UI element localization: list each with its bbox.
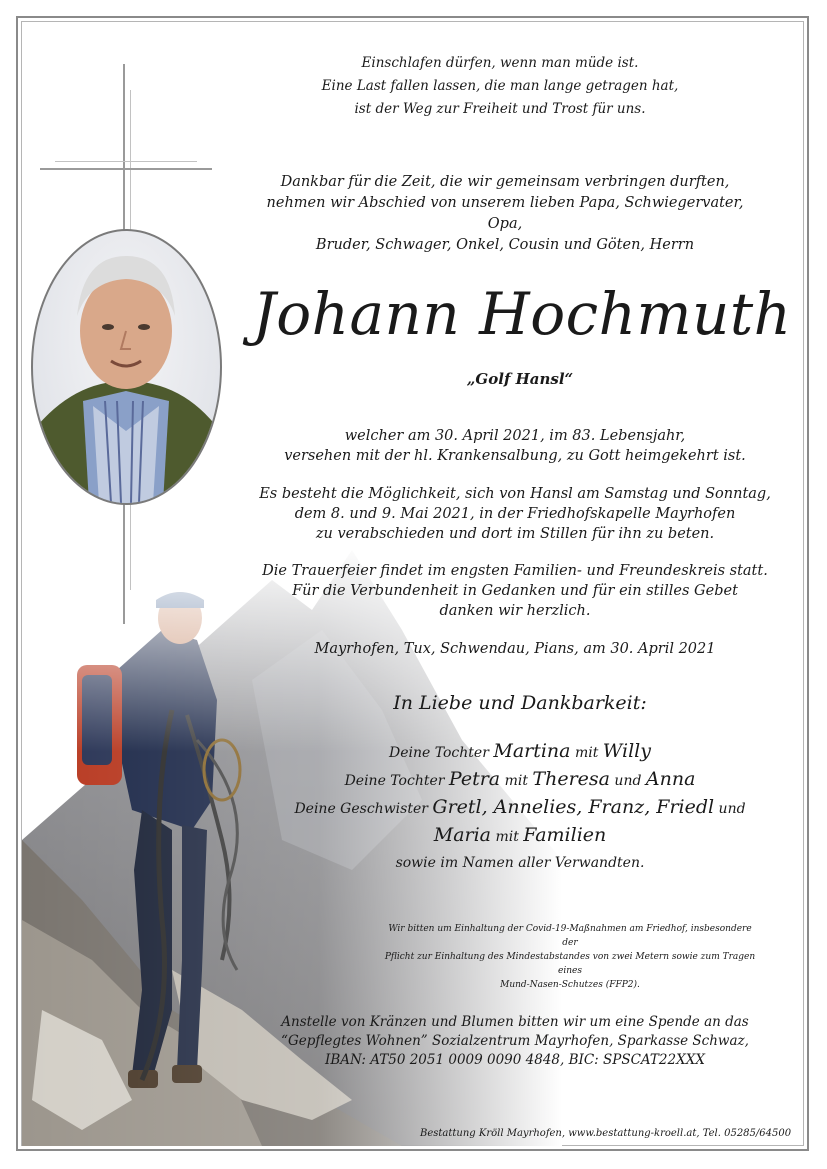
family-name: Anna: [645, 768, 696, 790]
donation-line: Anstelle von Kränzen und Blumen bitten wir um eine Spende an das: [281, 1014, 749, 1030]
covid-line: Mund-Nasen-Schutzes (FFP2).: [500, 980, 640, 990]
family-connector: und: [714, 801, 746, 817]
covid-line: Pflicht zur Einhaltung des Mindestabstandes von zwei Metern sowie zum Tragen eines: [384, 952, 756, 976]
deceased-nickname: „Golf Hansl“: [466, 370, 574, 388]
funeral-home-footer: Bestattung Kröll Mayrhofen, www.bestattung-kroell.at, Tel. 05285/64500: [420, 1128, 792, 1139]
intro-line: Bruder, Schwager, Onkel, Cousin und Göten, Herrn: [315, 237, 695, 253]
family-name: Martina: [493, 740, 571, 762]
poem-line: ist der Weg zur Freiheit und Trost für uns.: [354, 101, 646, 117]
family-row: [240, 766, 800, 794]
family-connector: und: [609, 773, 646, 789]
cross-icon-horizontal: [40, 168, 212, 170]
poem-line: Eine Last fallen lassen, die man lange getragen hat,: [321, 78, 679, 94]
farewell-line: zu verabschieden und dort im Stillen für ihn zu beten.: [315, 526, 715, 542]
farewell-notice: [250, 484, 780, 544]
farewell-line: dem 8. und 9. Mai 2021, in der Friedhofskapelle Mayrhofen: [294, 506, 736, 522]
family-row: sowie im Namen aller Verwandten.: [395, 855, 645, 871]
family-relation: Deine Tochter: [344, 773, 449, 789]
ceremony-line: Die Trauerfeier findet im engsten Familien- und Freundeskreis statt.: [262, 563, 768, 579]
donation-notice: [250, 1013, 780, 1070]
portrait-photo: [31, 229, 222, 505]
family-name: Maria: [433, 824, 492, 846]
family-relation: Deine Tochter: [389, 745, 494, 761]
family-name: Willy: [602, 740, 651, 762]
family-row: [240, 794, 800, 822]
intro-text: [250, 172, 760, 256]
poem-line: Einschlafen dürfen, wenn man müde ist.: [361, 55, 639, 71]
family-name: Petra: [448, 768, 501, 790]
place-date: Mayrhofen, Tux, Schwendau, Pians, am 30. April 2021: [314, 641, 716, 657]
family-connector: mit: [500, 773, 533, 789]
ceremony-line: danken wir herzlich.: [439, 603, 591, 619]
family-connector: mit: [491, 829, 524, 845]
family-name: Gretl, Annelies, Franz, Friedl: [432, 796, 715, 818]
family-name: Familien: [523, 824, 607, 846]
intro-line: Dankbar für die Zeit, die wir gemeinsam verbringen durften,: [280, 174, 730, 190]
family-row: [240, 822, 800, 850]
donation-line: IBAN: AT50 2051 0009 0090 4848, BIC: SPSCAT22XXX: [325, 1052, 705, 1068]
family-name: Theresa: [532, 768, 610, 790]
family-relation: Deine Geschwister: [294, 801, 433, 817]
death-line: welcher am 30. April 2021, im 83. Lebensjahr,: [344, 428, 686, 444]
family-connector: mit: [570, 745, 603, 761]
cross-icon-horizontal-shadow: [55, 161, 197, 162]
farewell-line: Es besteht die Möglichkeit, sich von Hansl am Samstag und Sonntag,: [259, 486, 771, 502]
death-notice: [250, 426, 780, 466]
covid-notice: [380, 922, 760, 992]
covid-line: Wir bitten um Einhaltung der Covid-19-Maßnahmen am Friedhof, insbesondere der: [388, 924, 752, 948]
ceremony-notice: [250, 561, 780, 621]
intro-line: nehmen wir Abschied von unserem lieben Papa, Schwiegervater, Opa,: [266, 195, 744, 232]
poem: [300, 52, 700, 121]
ceremony-line: Für die Verbundenheit in Gedanken und für ein stilles Gebet: [292, 583, 738, 599]
donation-line: “Gepflegtes Wohnen” Sozialzentrum Mayrhofen, Sparkasse Schwaz,: [281, 1033, 749, 1049]
deceased-name: Johann Hochmuth: [252, 280, 792, 348]
death-line: versehen mit der hl. Krankensalbung, zu Gott heimgekehrt ist.: [284, 448, 746, 464]
closing-phrase: In Liebe und Dankbarkeit:: [393, 692, 647, 714]
family-list: [240, 738, 800, 876]
family-row: [240, 738, 800, 766]
